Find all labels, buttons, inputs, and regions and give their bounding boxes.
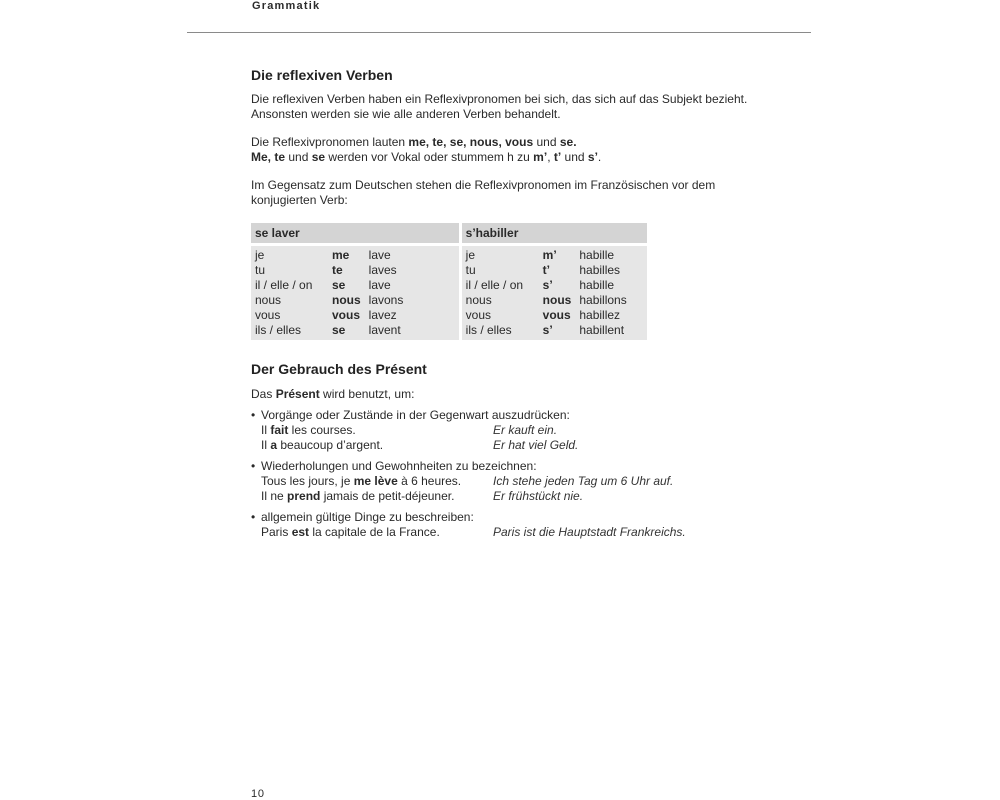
text-line: Im Gegensatz zum Deutschen stehen die Reflexivpronomen im Französischen vor dem: [251, 178, 716, 192]
text-span: Il: [261, 423, 271, 437]
table-cell: vous: [255, 308, 281, 322]
text-span: la capitale de la France.: [309, 525, 440, 539]
table-cell: habille: [579, 248, 615, 262]
table-cell: se: [332, 323, 346, 337]
paragraph-pronouns: [251, 135, 811, 165]
text-span: Tous les jours, je: [261, 474, 354, 488]
table-cell: je: [255, 248, 265, 262]
list-item: [251, 510, 811, 540]
paragraph-present-intro: [251, 387, 811, 402]
example-german: Er frühstückt nie.: [493, 489, 584, 503]
bold-span: t’: [553, 150, 562, 164]
bold-span: m’: [533, 150, 548, 164]
table-cell: habillons: [579, 293, 627, 307]
table-cell: se: [332, 278, 346, 292]
bold-span: est: [291, 525, 310, 539]
table-cell: habillez: [579, 308, 621, 322]
pronoun-column-verb1: [251, 246, 328, 340]
page-content: [251, 66, 811, 546]
table-cell: m’: [542, 248, 557, 262]
reflexive-column-verb2: [539, 246, 576, 340]
table-cell: lavons: [368, 293, 404, 307]
example-row: [261, 489, 811, 504]
example-row: [261, 474, 811, 489]
table-cell: vous: [332, 308, 361, 322]
text-span: werden vor Vokal oder stummem h zu: [325, 150, 534, 164]
table-cell: nous: [465, 293, 492, 307]
text-span: .: [597, 150, 602, 164]
table-cell: nous: [255, 293, 282, 307]
table-cell: il / elle / on: [255, 278, 313, 292]
example-german: Paris ist die Hauptstadt Frankreichs.: [493, 525, 686, 539]
bold-span: prend: [287, 489, 321, 503]
table-cell: ils / elles: [465, 323, 512, 337]
form-column-verb2: [575, 246, 647, 340]
list-item: [251, 408, 811, 453]
table-cell: tu: [255, 263, 266, 277]
text-span: ,: [547, 150, 554, 164]
bold-span: me, te, se, nous, vous: [408, 135, 534, 149]
bold-span: me lève: [353, 474, 398, 488]
table-cell: lavez: [368, 308, 397, 322]
example-german: Er kauft ein.: [493, 423, 558, 437]
table-cell: nous: [542, 293, 572, 307]
text-span: Il ne: [261, 489, 288, 503]
table-cell: habilles: [579, 263, 621, 277]
text-line: Ansonsten werden sie wie alle anderen Verben behandelt.: [251, 107, 561, 121]
text-span: wird benutzt, um:: [319, 387, 415, 401]
example-german: Ich stehe jeden Tag um 6 Uhr auf.: [493, 474, 674, 488]
list-item: [251, 459, 811, 504]
table-cell: me: [332, 248, 350, 262]
table-cell: te: [332, 263, 343, 277]
table-cell: vous: [542, 308, 571, 322]
text-span: und: [285, 150, 312, 164]
text-span: Paris: [261, 525, 292, 539]
example-french: [261, 423, 493, 438]
example-french: [261, 525, 493, 540]
example-german: Er hat viel Geld.: [493, 438, 579, 452]
table-cell: habillent: [579, 323, 625, 337]
table-cell: il / elle / on: [465, 278, 524, 292]
text-span: à 6 heures.: [397, 474, 462, 488]
table-header-s-habiller: s’habiller: [462, 223, 648, 246]
text-span: und: [561, 150, 588, 164]
table-header-row: [251, 223, 647, 246]
table-header-se-laver: se laver: [251, 223, 459, 246]
table-cell: s’: [542, 278, 553, 292]
usage-label: • Wiederholungen und Gewohnheiten zu bezeichnen:: [261, 459, 537, 473]
table-cell: habille: [579, 278, 615, 292]
example-row: [261, 525, 811, 540]
table-cell: s’: [542, 323, 553, 337]
example-french: [261, 438, 493, 453]
text-span: beaucoup d’argent.: [277, 438, 384, 452]
text-span: jamais de petit-déjeuner.: [320, 489, 455, 503]
bold-span: a: [270, 438, 278, 452]
text-span: Die Reflexivpronomen lauten: [251, 135, 409, 149]
example-row: [261, 438, 811, 453]
text-line: [251, 150, 811, 165]
table-cell: lave: [368, 278, 391, 292]
page-number: 10: [251, 788, 265, 800]
text-span: Das: [251, 387, 276, 401]
table-cell: laves: [368, 263, 397, 277]
table-cell: tu: [465, 263, 476, 277]
text-line: Die reflexiven Verben haben ein Reflexivpronomen bei sich, das sich auf das Subjekt bezieht.: [251, 92, 748, 106]
text-line: [251, 135, 811, 150]
reflexive-column-verb1: [328, 246, 365, 340]
form-column-verb1: [365, 246, 459, 340]
header-divider: [187, 32, 811, 33]
section-title-present-usage: Der Gebrauch des Présent: [251, 361, 427, 377]
bold-span: s’: [587, 150, 598, 164]
table-cell: nous: [332, 293, 361, 307]
example-french: [261, 489, 493, 504]
running-header: Grammatik: [252, 0, 321, 12]
table-cell: lave: [368, 248, 391, 262]
table-cell: ils / elles: [255, 323, 302, 337]
bold-span: Présent: [275, 387, 320, 401]
example-french: [261, 474, 493, 489]
table-row: [251, 246, 647, 340]
bold-span: fait: [270, 423, 289, 437]
example-row: [261, 423, 811, 438]
paragraph-position: [251, 178, 811, 208]
usage-label: • allgemein gültige Dinge zu beschreiben:: [261, 510, 474, 524]
paragraph-intro: [251, 92, 811, 122]
usage-list: [251, 408, 811, 540]
text-line: konjugierten Verb:: [251, 193, 348, 207]
usage-label: • Vorgänge oder Zustände in der Gegenwart auszudrücken:: [261, 408, 570, 422]
conjugation-table: [251, 223, 647, 340]
table-cell: vous: [465, 308, 492, 322]
bold-span: Me, te: [251, 150, 286, 164]
text-span: und: [533, 135, 560, 149]
table-cell: t’: [542, 263, 551, 277]
pronoun-column-verb2: [462, 246, 539, 340]
section-title-reflexive-verbs: Die reflexiven Verben: [251, 67, 393, 83]
table-cell: je: [465, 248, 476, 262]
bold-span: se.: [559, 135, 577, 149]
bold-span: se: [311, 150, 326, 164]
text-span: Il: [261, 438, 271, 452]
text-span: les courses.: [288, 423, 356, 437]
table-cell: lavent: [368, 323, 401, 337]
